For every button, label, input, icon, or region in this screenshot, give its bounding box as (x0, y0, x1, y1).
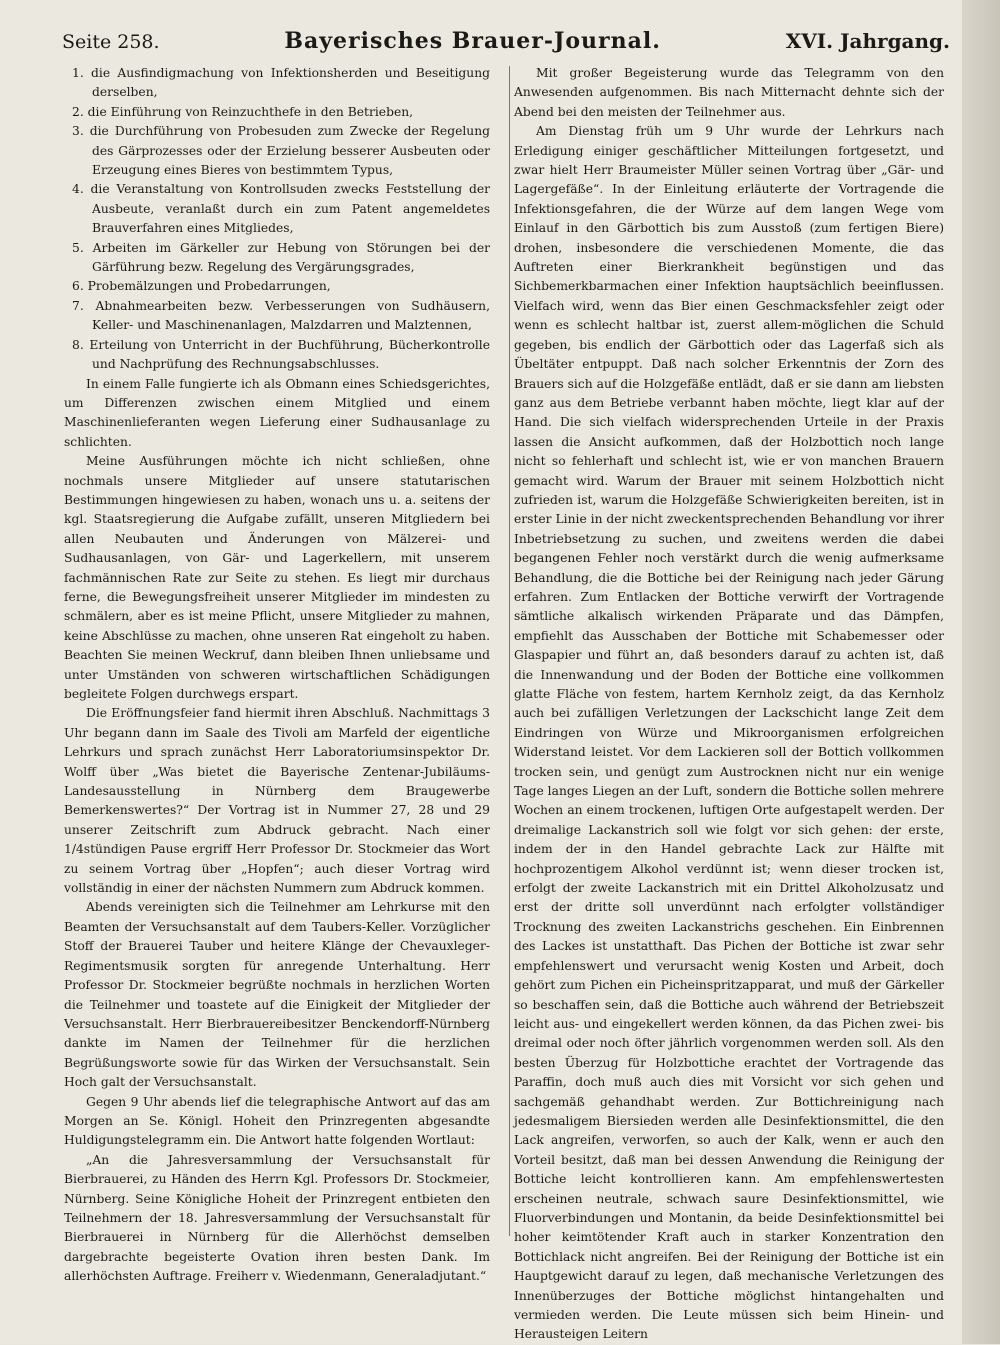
list-item: 3. die Durchführung von Probesuden zum Zwecke der Regelung des Gärprozesses oder der Erzielung besserer Ausbeuten oder Erzeugung eines Bieres von bestimmtem Typus, (72, 124, 490, 178)
paragraph: Mit großer Begeisterung wurde das Telegramm von den Anwesenden aufgenommen. Bis nach Mitternacht dehnte sich der Abend bei den meisten der Teilnehmer aus. (514, 66, 944, 119)
list-item: 5. Arbeiten im Gärkeller zur Hebung von Störungen bei der Gärführung bezw. Regelung des Vergärungsgrades, (72, 240, 490, 275)
paragraph: Meine Ausführungen möchte ich nicht schließen, ohne nochmals unsere Mitglieder auf unsere statutarischen Bestimmungen hingewiesen zu haben, wonach uns u. a. seitens der kgl. Staatsregierung die Aufgabe zufällt, unseren Mitgliedern bei allen Neubauten und Änderungen von Mälzerei- und Sudhausanlagen, von Gär- und Lagerkellern, mit unserem fachmännischen Rate zur Seite zu stehen. Es liegt mir durchaus ferne, die Bewegungsfreiheit unserer Mitglieder im mindesten zu schmälern, aber es ist meine Pflicht, unsere Mitglieder zu mahnen, keine Abschlüsse zu machen, ohne unseren Rat eingeholt zu haben. Beachten Sie meinen Weckruf, dann bleiben Ihnen unliebsame und unter Umständen von schweren wirtschaftlichen Schädigungen begleitete Folgen durchwegs erspart. (64, 454, 490, 701)
left-column (64, 64, 490, 1287)
page-edge-shadow (962, 0, 1000, 1344)
paragraph: Die Eröffnungsfeier fand hiermit ihren Abschluß. Nachmittags 3 Uhr begann dann im Saale des Tivoli am Marfeld der eigentliche Lehrkurs und sprach zunächst Herr Laboratoriumsinspektor Dr. Wolff über „Was bietet die Bayerische Zentenar-Jubiläums-Landesausstellung in Nürnberg dem Braugewerbe Bemerkenswertes?“ Der Vortrag ist in Nummer 27, 28 und 29 unserer Zeitschrift zum Abdruck gebracht. Nach einer 1/4stündigen Pause ergriff Herr Professor Dr. Stockmeier das Wort zu seinem Vortrag über „Hopfen“; auch dieser Vortrag wird vollständig in einer der nächsten Nummern zum Abdruck kommen. (64, 706, 490, 896)
list-item: 2. die Einführung von Reinzuchthefe in den Betrieben, (72, 104, 414, 119)
right-column (514, 64, 944, 1345)
column-divider (509, 66, 510, 1236)
list-item: 6. Probemälzungen und Probedarrungen, (72, 279, 331, 294)
page-header (62, 28, 950, 62)
list-item: 4. die Veranstaltung von Kontrollsuden zwecks Feststellung der Ausbeute, veranlaßt durch ein zum Patent angemeldetes Brauverfahren eines Mitgliedes, (72, 182, 490, 236)
list-item: 1. die Ausfindigmachung von Infektionsherden und Beseitigung derselben, (72, 66, 490, 100)
paragraph: Am Dienstag früh um 9 Uhr wurde der Lehrkurs nach Erledigung einiger geschäftlicher Mitteilungen fortgesetzt, und zwar hielt Herr Braumeister Müller seinen Vortrag über „Gär- und Lagergefäße“. In der Einleitung erläuterte der Vortragende die Infektionsgefahren, die der Würze auf dem langen Wege vom Einlauf in den Gärbottich bis zum Ausstoß (zum fertigen Biere) drohen, insbesondere die verschiedenen Momente, die das Auftreten einer Bierkrankheit begünstigen und das Sichbemerkbarmachen einer Infektion hauptsächlich beeinflussen. Vielfach wird, wenn das Bier einen Geschmacksfehler zeigt oder wenn es schlecht haltbar ist, zuerst allem-möglichen die Schuld gegeben, bis endlich der Gärbottich oder das Lagerfaß sich als Übeltäter entpuppt. Daß nach solcher Erkenntnis der Zorn des Brauers sich auf die Holzgefäße entlädt, daß er sie dann am liebsten ganz aus dem Betriebe verbannt haben möchte, liegt klar auf der Hand. Die sich vielfach widersprechenden Urteile in der Praxis lassen die Ansicht aufkommen, daß der Holzbottich noch lange nicht so fehlerhaft und schlecht ist, wie er von manchen Brauern gemacht wird. Warum der Brauer mit seinem Holzbottich nicht zufrieden ist, warum die Holzgefäße Schwierigkeiten bereiten, ist in erster Linie in der nicht zweckentsprechenden Behandlung vor ihrer Inbetriebsetzung zu suchen, und zweitens werden die dabei begangenen Fehler noch verstärkt durch die wenig aufmerksame Behandlung, die die Bottiche bei der Reinigung nach jeder Gärung erfahren. Zum Entlacken der Bottiche verwirft der Vortragende sämtliche alkalisch wirkenden Präparate und das Dämpfen, empfiehlt das Ausschaben der Bottiche mit Schabemesser oder Glaspapier und führt an, daß besonders darauf zu achten ist, daß die Innenwandung und der Boden der Bottiche eine vollkommen glatte Fläche von festem, hartem Kernholz zeigt, da das Kernholz auch bei zufälligen Verletzungen der Lackschicht lange Zeit dem Eindringen von Würze und Mikroorganismen erfolgreichen Widerstand leistet. Vor dem Lackieren soll der Bottich vollkommen trocken sein, und genügt zum Austrocknen nicht nur ein wenige Tage langes Liegen an der Luft, sondern die Bottiche sollen mehrere Wochen an einem trockenen, luftigen Orte aufgestapelt werden. Der dreimalige Lackanstrich soll wie folgt vor sich gehen: der erste, indem der in den Handel gebrachte Lack zur Hälfte mit hochprozentigem Alkohol verdünnt ist; wenn dieser trocken ist, erfolgt der zweite Lackanstrich mit ein Drittel Alkoholzusatz und erst der dritte soll unverdünnt nach erfolgter vollständiger Trocknung des zweiten Lackanstrichs geschehen. Ein Einbrennen des Lackes ist unstatthaft. Das Pichen der Bottiche ist zwar sehr empfehlenswert und verursacht wenig Kosten und Arbeit, doch gehört zum Pichen ein Picheinspritzapparat, und muß der Gärkeller so beschaffen sein, daß die Bottiche auch während der Betriebszeit leicht aus- und eingekellert werden können, da das Pichen zwei- bis dreimal oder noch öfter jährlich vorgenommen werden soll. Als den besten Überzug für Holzbottiche erachtet der Vortragende das Paraffin, doch muß auch dies mit Vorsicht vor sich gehen und sachgemäß gehandhabt werden. Zur Bottichreinigung nach jedesmaligem Biersieden werden alle Desinfektionsmittel, die den Lack angreifen, verworfen, so auch der Kalk, wenn er auch den Vorteil besitzt, daß man bei dessen Anwendung die Reinigung der Bottiche leicht kontrollieren kann. Am empfehlenswertesten erscheinen neutrale, schwach saure Desinfektionsmittel, wie Fluorverbindungen und Montanin, da beide Desinfektionsmittel bei hoher keimtötender Kraft auch in starker Konzentration den Bottichlack nicht angreifen. Bei der Reinigung der Bottiche ist ein Hauptgewicht darauf zu legen, daß mechanische Verletzungen des Innenüberzuges der Bottiche möglichst hintangehalten und vermieden werden. Die Leute müssen sich beim Hinein- und Herausteigen Leitern (514, 124, 944, 1342)
volume-label: XVI. Jahrgang. (785, 29, 950, 53)
paragraph: Abends vereinigten sich die Teilnehmer am Lehrkurse mit den Beamten der Versuchsanstalt auf dem Taubers-Keller. Vorzüglicher Stoff der Brauerei Tauber und heitere Klänge der Chevauxleger-Regimentsmusik sorgten für anregende Unterhaltung. Herr Professor Dr. Stockmeier begrüßte nochmals in herzlichen Worten die Teilnehmer und toastete auf die Einigkeit der Mitglieder der Versuchsanstalt. Herr Bierbrauereibesitzer Benckendorff-Nürnberg dankte im Namen der Teilnehmer für die herzlichen Begrüßungsworte sowie für das Wirken der Versuchsanstalt. Sein Hoch galt der Versuchsanstalt. (64, 900, 490, 1090)
list-item: 8. Erteilung von Unterricht in der Buchführung, Bücherkontrolle und Nachprüfung des Rechnungsabschlusses. (72, 337, 490, 372)
paragraph: Gegen 9 Uhr abends lief die telegraphische Antwort auf das am Morgen an Se. Königl. Hoheit den Prinzregenten abgesandte Huldigungstelegramm ein. Die Antwort hatte folgenden Wortlaut: (64, 1094, 490, 1148)
paragraph: In einem Falle fungierte ich als Obmann eines Schiedsgerichtes, um Differenzen zwischen einem Mitglied und einem Maschinenlieferanten wegen Lieferung einer Sudhausanlage zu schlichten. (64, 376, 490, 449)
activity-list (64, 64, 490, 375)
list-item: 7. Abnahmearbeiten bezw. Verbesserungen von Sudhäusern, Keller- und Maschinenanlagen, Malzdarren und Malztennen, (72, 298, 490, 333)
page-number: Seite 258. (62, 31, 160, 53)
telegram-text: „An die Jahresversammlung der Versuchsanstalt für Bierbrauerei, zu Händen des Herrn Kgl. Professors Dr. Stockmeier, Nürnberg. Seine Königliche Hoheit der Prinzregent entbieten den Teilnehmern der 18. Jahresversammlung der Versuchsanstalt für Bierbrauerei in Nürnberg für die Allerhöchst demselben dargebrachte begeisterte Ovation ihren besten Dank. Im allerhöchsten Auftrage. Freiherr v. Wiedenmann, Generaladjutant.“ (64, 1152, 490, 1284)
journal-title: Bayerisches Brauer-Journal. (284, 28, 661, 54)
